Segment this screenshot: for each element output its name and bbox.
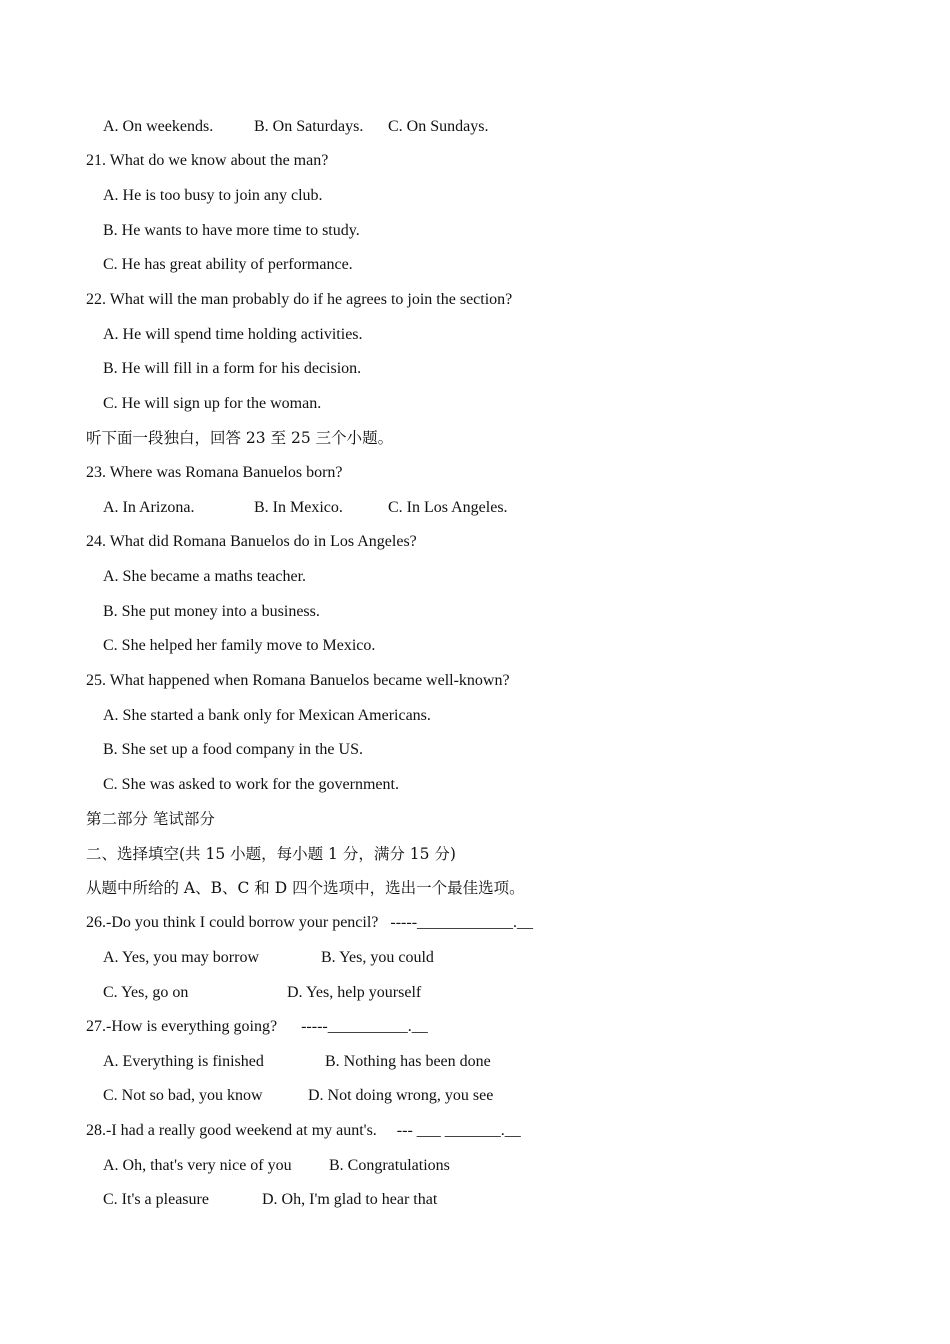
q26-option-a: A. Yes, you may borrow <box>103 949 259 966</box>
q25-option-a: A. She started a bank only for Mexican Americans. <box>103 707 431 724</box>
q28-option-c: C. It's a pleasure <box>103 1191 209 1208</box>
q23-option-a: A. In Arizona. <box>103 499 195 516</box>
q27-option-c: C. Not so bad, you know <box>103 1087 263 1104</box>
q28-option-d: D. Oh, I'm glad to hear that <box>262 1191 438 1208</box>
q21-stem: 21. What do we know about the man? <box>86 152 329 169</box>
q28-option-b: B. Congratulations <box>329 1157 450 1174</box>
q22-option-c: C. He will sign up for the woman. <box>103 395 322 412</box>
q24-option-a: A. She became a maths teacher. <box>103 568 307 585</box>
q24-stem: 24. What did Romana Banuelos do in Los Angeles? <box>86 533 417 550</box>
q27-stem: 27.-How is everything going? ----- <box>86 1018 328 1035</box>
q23-option-c: C. In Los Angeles. <box>388 499 508 516</box>
q20-option-a: A. On weekends. <box>103 118 214 135</box>
q22-stem: 22. What will the man probably do if he agrees to join the section? <box>86 291 513 308</box>
q20-option-c: C. On Sundays. <box>388 118 489 135</box>
q26-option-c: C. Yes, go on <box>103 984 189 1001</box>
q25-stem: 25. What happened when Romana Banuelos became well-known? <box>86 672 510 689</box>
q27-option-b: B. Nothing has been done <box>325 1053 491 1070</box>
q27-blank: __________.__ <box>327 1018 428 1035</box>
q27-option-a: A. Everything is finished <box>103 1053 264 1070</box>
q21-option-a: A. He is too busy to join any club. <box>103 187 323 204</box>
q23-stem: 23. Where was Romana Banuelos born? <box>86 464 343 481</box>
q26-stem: 26.-Do you think I could borrow your pencil? ---- <box>86 914 412 931</box>
q24-option-c: C. She helped her family move to Mexico. <box>103 637 376 654</box>
q21-option-c: C. He has great ability of performance. <box>103 256 353 273</box>
q28-option-a: A. Oh, that's very nice of you <box>103 1157 292 1174</box>
q28-stem: 28.-I had a really good weekend at my aunt's. --- <box>86 1122 417 1139</box>
q22-option-a: A. He will spend time holding activities. <box>103 326 363 343</box>
q23-option-b: B. In Mexico. <box>254 499 343 516</box>
q26-blank: -____________.__ <box>411 914 534 931</box>
part2-title: 第二部分 笔试部分 <box>86 810 215 828</box>
q26-option-b: B. Yes, you could <box>321 949 434 966</box>
q21-option-b: B. He wants to have more time to study. <box>103 222 360 239</box>
q24-option-b: B. She put money into a business. <box>103 603 320 620</box>
q28-options-row2 <box>103 1190 438 1250</box>
q25-option-c: C. She was asked to work for the government. <box>103 776 399 793</box>
q26-stem-line <box>86 913 533 933</box>
q28-stem-line <box>86 1121 521 1141</box>
section2-title: 二、选择填空(共 15 小题，每小题 1 分，满分 15 分) <box>86 845 456 863</box>
q20-option-b: B. On Saturdays. <box>254 118 364 135</box>
q22-option-b: B. He will fill in a form for his decision. <box>103 360 362 377</box>
q27-option-d: D. Not doing wrong, you see <box>308 1087 494 1104</box>
q25-option-b: B. She set up a food company in the US. <box>103 741 363 758</box>
q26-option-d: D. Yes, help yourself <box>287 984 422 1001</box>
section2-instruction: 从题中所给的 A、B、C 和 D 四个选项中，选出一个最佳选项。 <box>86 879 525 897</box>
q27-stem-line <box>86 1017 428 1037</box>
monologue-instruction: 听下面一段独白，回答 23 至 25 三个小题。 <box>86 429 394 447</box>
q28-blank: ___ _______.__ <box>416 1122 521 1139</box>
